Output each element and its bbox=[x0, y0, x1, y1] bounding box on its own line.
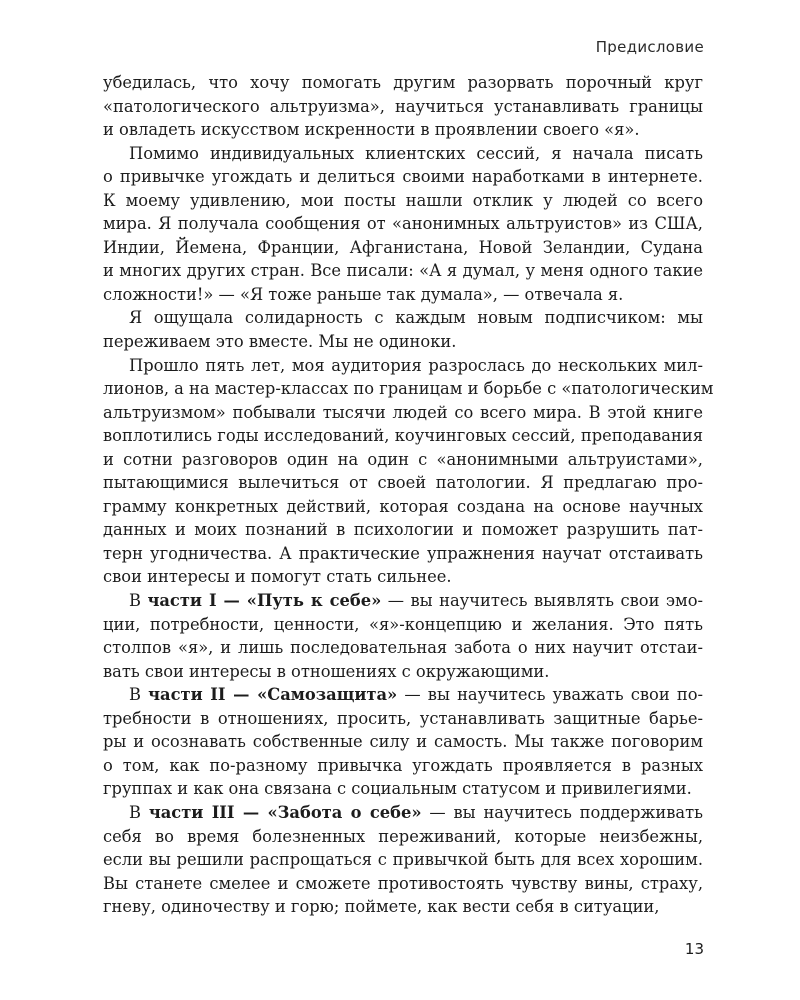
paragraph bbox=[103, 71, 703, 142]
text-run: терн угодничества. А практические упражнения научат отстаивать bbox=[103, 543, 703, 563]
text-line bbox=[103, 589, 703, 613]
text-line bbox=[103, 777, 703, 801]
text-line bbox=[103, 825, 703, 849]
text-line bbox=[103, 730, 703, 754]
page-number: 13 bbox=[684, 940, 704, 958]
text-line bbox=[103, 283, 703, 307]
paragraph bbox=[103, 801, 703, 919]
text-run: Я ощущала солидарность с каждым новым подписчиком: мы bbox=[129, 308, 703, 328]
text-run: В bbox=[129, 591, 148, 611]
text-run: требности в отношениях, просить, устанавливать защитные барье- bbox=[103, 708, 703, 728]
text-line bbox=[103, 895, 703, 919]
text-line bbox=[103, 707, 703, 731]
text-run: гневу, одиночеству и горю; поймете, как вести себя в ситуации, bbox=[103, 897, 660, 917]
text-run: свои интересы и помогут стать сильнее. bbox=[103, 567, 452, 587]
text-line bbox=[103, 683, 703, 707]
text-line bbox=[103, 95, 703, 119]
text-run: — вы научитесь уважать свои по- bbox=[397, 685, 704, 705]
text-line bbox=[103, 848, 703, 872]
text-line bbox=[103, 613, 703, 637]
text-run: группах и как она связана с социальным статусом и привилегиями. bbox=[103, 779, 692, 799]
text-line bbox=[103, 306, 703, 330]
text-run: вать свои интересы в отношениях с окружающими. bbox=[103, 661, 550, 681]
text-run: переживаем это вместе. Мы не одиноки. bbox=[103, 332, 457, 352]
text-run: убедилась, что хочу помогать другим разорвать порочный круг bbox=[103, 73, 703, 92]
text-line bbox=[103, 636, 703, 660]
text-line bbox=[103, 118, 703, 142]
text-line bbox=[103, 330, 703, 354]
text-run: и сотни разговоров один на один с «анонимными альтруистами», bbox=[103, 449, 703, 469]
text-run: — вы научитесь поддерживать bbox=[421, 802, 703, 822]
text-run: «патологического альтруизма», научиться устанавливать границы bbox=[103, 96, 703, 116]
text-run: столпов «я», и лишь последовательная забота о них научит отстаи- bbox=[103, 638, 703, 658]
text-run: В bbox=[129, 685, 149, 705]
text-line bbox=[103, 354, 703, 378]
text-line bbox=[103, 495, 703, 519]
text-run: воплотились годы исследований, коучинговых сессий, преподавания bbox=[103, 426, 703, 446]
text-line bbox=[103, 236, 703, 260]
text-run: если вы решили распрощаться с привычкой быть для всех хорошим. bbox=[103, 850, 703, 870]
text-run: В bbox=[129, 802, 149, 822]
text-line bbox=[103, 189, 703, 213]
bold-part-title: части I — «Путь к себе» bbox=[147, 591, 382, 611]
text-line bbox=[103, 259, 703, 283]
bold-part-title: части III — «Забота о себе» bbox=[148, 802, 422, 822]
text-run: пытающимися вылечиться от своей патологии. Я предлагаю про- bbox=[103, 473, 703, 493]
paragraph bbox=[103, 354, 714, 589]
text-run: К моему удивлению, мои посты нашли отклик у людей со всего bbox=[103, 190, 703, 210]
text-run: ры и осознавать собственные силу и самость. Мы также поговорим bbox=[103, 732, 703, 752]
text-run: лионов, а на мастер-классах по границам и борьбе с «патологическим bbox=[103, 379, 714, 399]
text-line bbox=[103, 471, 703, 495]
text-run: данных и моих познаний в психологии и поможет разрушить пат- bbox=[103, 520, 703, 540]
text-run: и многих других стран. Все писали: «А я думал, у меня одного такие bbox=[103, 261, 703, 281]
text-line bbox=[103, 754, 703, 778]
text-run: себя во время болезненных переживаний, которые неизбежны, bbox=[103, 826, 703, 846]
text-line bbox=[103, 448, 703, 472]
text-run: Вы станете смелее и сможете противостоять чувству вины, страху, bbox=[103, 873, 703, 893]
bold-part-title: части II — «Самозащита» bbox=[148, 685, 398, 705]
text-run: Помимо индивидуальных клиентских сессий, я начала писать bbox=[129, 143, 703, 163]
paragraph bbox=[103, 683, 703, 801]
text-run: — вы научитесь выявлять свои эмо- bbox=[381, 591, 703, 611]
text-run: альтруизмом» побывали тысячи людей со всего мира. В этой книге bbox=[103, 402, 703, 422]
text-line bbox=[103, 565, 703, 589]
text-line bbox=[103, 377, 714, 401]
paragraph bbox=[103, 589, 703, 683]
text-run: и овладеть искусством искренности в проявлении своего «я». bbox=[103, 120, 640, 140]
text-line bbox=[103, 401, 703, 425]
text-line bbox=[103, 801, 703, 825]
text-run: о привычке угождать и делиться своими наработками в интернете. bbox=[103, 167, 703, 187]
text-line bbox=[103, 518, 703, 542]
text-run: сложности!» — «Я тоже раньше так думала», — отвечала я. bbox=[103, 284, 624, 304]
body-text bbox=[103, 71, 714, 919]
text-line bbox=[103, 542, 703, 566]
text-line bbox=[103, 212, 703, 236]
text-run: мира. Я получала сообщения от «анонимных альтруистов» из США, bbox=[103, 214, 703, 234]
text-line bbox=[103, 872, 703, 896]
paragraph bbox=[103, 142, 703, 307]
text-run: грамму конкретных действий, которая создана на основе научных bbox=[103, 496, 703, 516]
text-line bbox=[103, 165, 703, 189]
text-line bbox=[103, 142, 703, 166]
text-run: о том, как по-разному привычка угождать проявляется в разных bbox=[103, 755, 703, 775]
text-line bbox=[103, 71, 703, 95]
running-head: Предисловие bbox=[595, 38, 704, 56]
text-run: Прошло пять лет, моя аудитория разрослась до нескольких мил- bbox=[129, 355, 703, 375]
text-line bbox=[103, 424, 703, 448]
paragraph bbox=[103, 306, 703, 353]
text-run: ции, потребности, ценности, «я»-концепцию и желания. Это пять bbox=[103, 614, 703, 634]
text-line bbox=[103, 660, 703, 684]
text-run: Индии, Йемена, Франции, Афганистана, Новой Зеландии, Судана bbox=[103, 237, 703, 257]
